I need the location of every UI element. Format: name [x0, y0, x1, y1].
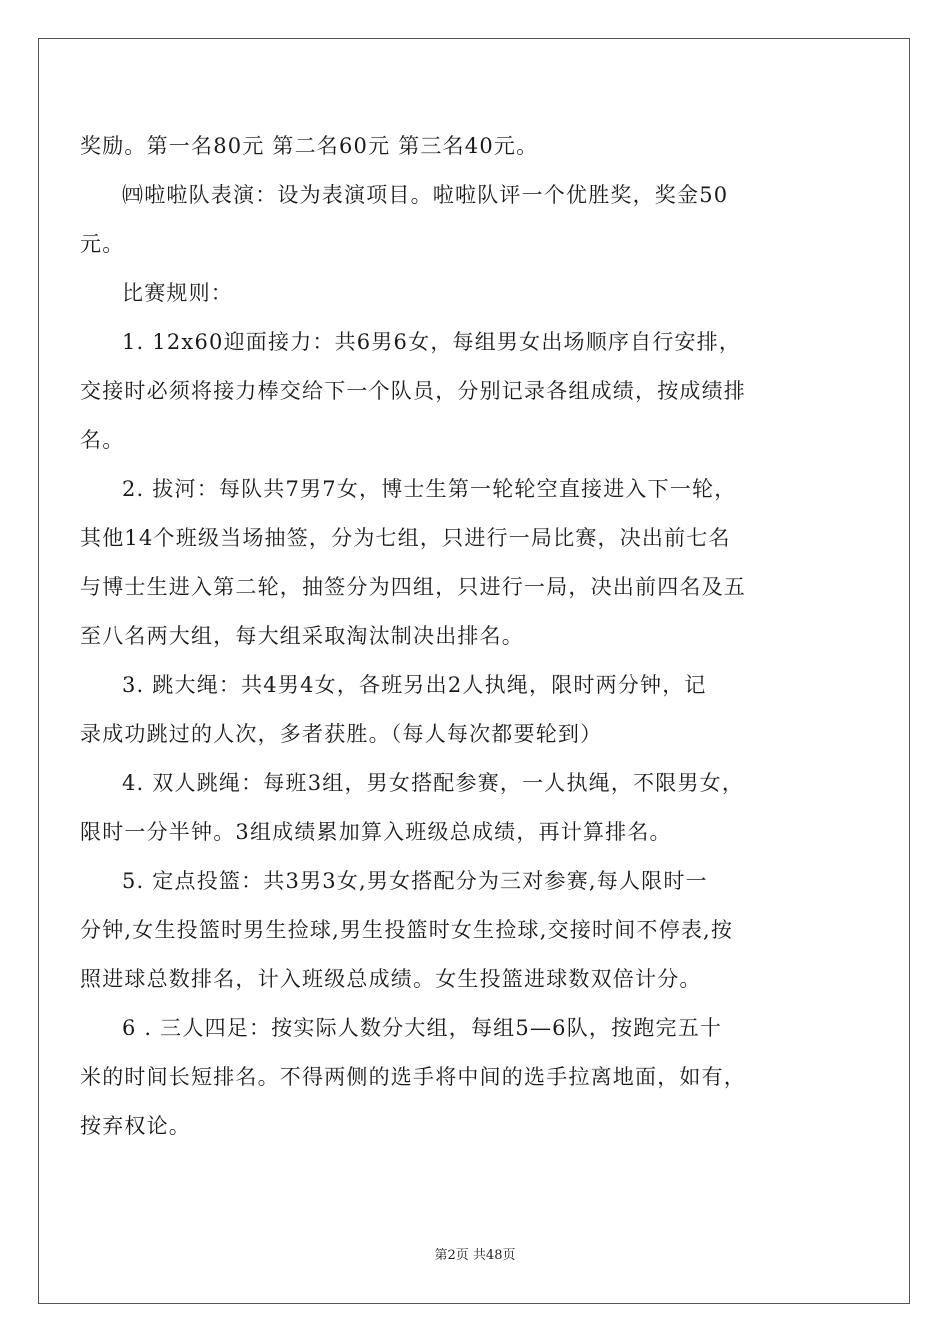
- text-line: 限时一分半钟。3组成绩累加算入班级总成绩，再计算排名。: [80, 820, 672, 844]
- document-body: [80, 122, 870, 1151]
- text-line: 其他14个班级当场抽签，分为七组，只进行一局比赛，决出前七名: [80, 526, 731, 550]
- text-line: 照进球总数排名，计入班级总成绩。女生投篮进球数双倍计分。: [80, 967, 702, 991]
- text-line: 按弃权论。: [80, 1114, 191, 1138]
- text-line: ㈣啦啦队表演：设为表演项目。啦啦队评一个优胜奖，奖金50: [122, 183, 729, 207]
- text-line: 1. 12x60迎面接力：共6男6女，每组男女出场顺序自行安排，: [122, 330, 742, 354]
- text-line: 4. 双人跳绳：每班3组，男女搭配参赛，一人执绳，不限男女，: [122, 771, 745, 795]
- text-line: 与博士生进入第二轮，抽签分为四组，只进行一局，决出前四名及五: [80, 575, 746, 599]
- text-line: 分钟,女生投篮时男生捡球,男生投篮时女生捡球,交接时间不停表,按: [80, 918, 734, 942]
- page-number: 第2页 共48页: [434, 1248, 516, 1263]
- text-line: 元。: [80, 232, 125, 256]
- text-line: 录成功跳过的人次，多者获胜。（每人每次都要轮到）: [80, 722, 603, 746]
- text-line: 奖励。第一名80元 第二名60元 第三名40元。: [80, 134, 539, 158]
- text-line: 至八名两大组，每大组采取淘汰制决出排名。: [80, 624, 524, 648]
- text-line: 3. 跳大绳：共4男4女，各班另出2人执绳，限时两分钟，记: [122, 673, 707, 697]
- text-line: 名。: [80, 428, 125, 452]
- text-line: 2. 拔河：每队共7男7女，博士生第一轮轮空直接进入下一轮，: [122, 477, 737, 501]
- text-line: 米的时间长短排名。不得两侧的选手将中间的选手拉离地面，如有，: [80, 1065, 746, 1089]
- section-heading: 比赛规则：: [122, 281, 233, 305]
- text-line: 5. 定点投篮：共3男3女,男女搭配分为三对参赛,每人限时一: [122, 869, 708, 893]
- text-line: 6 . 三人四足：按实际人数分大组，每组5—6队，按跑完五十: [122, 1016, 723, 1040]
- text-line: 交接时必须将接力棒交给下一个队员，分别记录各组成绩，按成绩排: [80, 379, 746, 403]
